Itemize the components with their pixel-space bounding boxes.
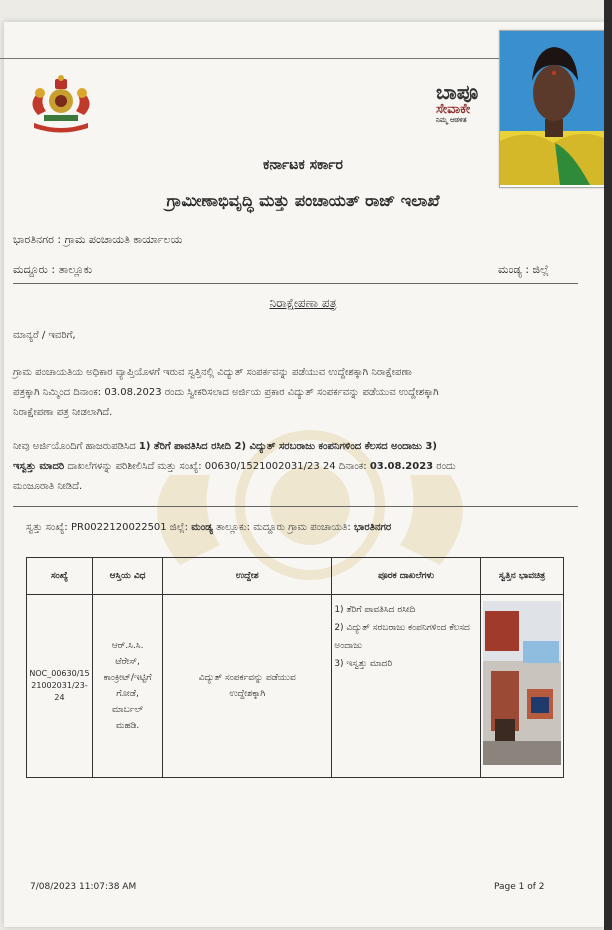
divider [13, 506, 578, 507]
government-title: ಕರ್ನಾಟಕ ಸರ್ಕಾರ [263, 157, 343, 173]
property-photo [483, 601, 561, 765]
para2-text-c: ರಂದು [436, 461, 456, 472]
type-line: ಕಾಂಕ್ರೀಟ್/ಇಟ್ಟಿಗೆ [103, 673, 152, 683]
supporting-docs-cell [332, 595, 481, 778]
department-title: ಗ್ರಾಮೀಣಾಭಿವೃದ್ಧಿ ಮತ್ತು ಪಂಚಾಯತ್ ರಾಜ್ ಇಲಾಖೆ [166, 191, 440, 210]
property-gp: ಭಾರತಿನಗರ [353, 522, 392, 533]
table-row [27, 595, 564, 778]
brand-line-1: ಬಾಪೂ [436, 80, 479, 104]
purpose-text: ವಿದ್ಯುತ್ ಸಂಪರ್ಕವನ್ನು ಪಡೆಯುವ ಉದ್ದೇಶಕ್ಕಾಗಿ [198, 673, 296, 699]
para2-number: 00630/1521002031/23 24 [204, 461, 336, 472]
paragraph-1 [13, 363, 573, 423]
col-docs-header: ಪೂರಕ ದಾಖಲೆಗಳು [332, 558, 481, 595]
property-photo-cell [481, 595, 564, 778]
para2-date-label: ದಿನಾಂಕ: [338, 461, 367, 472]
subject-text: ನಿರಾಕ್ಷೇಪಣಾ ಪತ್ರ [269, 296, 337, 310]
scan-edge [604, 0, 612, 930]
para2-text-b: ದಾಖಲೆಗಳನ್ನು ಪರಿಶೀಲಿಸಿದೆ ಮತ್ತು ಸಂಖ್ಯೆ: [67, 461, 202, 472]
property-type-cell [92, 595, 162, 778]
paragraph-2-line-1 [13, 437, 573, 457]
brand-logo-text [436, 82, 478, 124]
type-line: ಗೋಡೆ, [116, 689, 139, 699]
type-line: ಆರ್.ಸಿ.ಸಿ. [111, 641, 144, 651]
office-line: ಭಾರತಿನಗರ : ಗ್ರಾಮ ಪಂಚಾಯತಿ ಕಾರ್ಯಾಲಯ [13, 233, 183, 246]
para2-text-a: ನೀವು ಅರ್ಜಿಯೊಂದಿಗೆ ಹಾಜರುಪಡಿಸಿದ [13, 441, 136, 452]
property-id: PR0022120022501 [70, 522, 167, 533]
doc-item: 1) ತೆರಿಗೆ ಪಾವತಿಸಿದ ರಸೀದಿ [334, 605, 416, 615]
paragraph-1-line-3: ನಿರಾಕ್ಷೇಪಣಾ ಪತ್ರ ನೀಡಲಾಗಿದೆ. [13, 407, 113, 418]
col-photo-header: ಸ್ವತ್ತಿನ ಭಾವಚಿತ್ರ [481, 558, 564, 595]
salutation: ಮಾನ್ಯರೆ / ಇವರಿಗೆ, [13, 330, 76, 341]
district-line: ಮಂಡ್ಯ : ಜಿಲ್ಲೆ [498, 263, 549, 276]
print-timestamp: 7/08/2023 11:07:38 AM [30, 882, 137, 892]
col-number-header: ಸಂಖ್ಯೆ [27, 558, 93, 595]
taluk-line: ಮದ್ದೂರು : ತಾಲ್ಲೂಕು [13, 263, 93, 276]
purpose-cell [163, 595, 332, 778]
type-line: ಮಾರ್ಬಲ್ [111, 705, 144, 715]
noc-table [26, 557, 564, 778]
type-line: ಟೆರೇಸ್, [115, 657, 140, 667]
paragraph-2-line-2 [13, 457, 573, 477]
paragraph-1-line-1: ಗ್ರಾಮ ಪಂಚಾಯತಿಯ ಅಧಿಕಾರ ವ್ಯಾಪ್ತಿಯೊಳಗೆ ಇರುವ ಸ್ವತ್ತಿನಲ್ಲಿ ವಿದ್ಯುತ್ ಸಂಪರ್ಕವನ್ನು ಪಡೆಯುವ ಉದ್ದೇಶಕ್ಕಾಗಿ ನಿರಾಕ್ಷೇಪಣಾ [13, 367, 412, 378]
col-purpose-header: ಉದ್ದೇಶ [163, 558, 332, 595]
divider [13, 283, 578, 284]
noc-number-cell: NOC_00630/1521002031/23-24 [27, 595, 93, 778]
page-number: Page 1 of 2 [494, 882, 545, 892]
table-header-row [27, 558, 564, 595]
brand-line-3: ನಿಮ್ಮ ಆಡಳಿತ [436, 115, 467, 124]
government-emblem-icon [26, 73, 96, 135]
paragraph-1-line-2: ಪತ್ರಕ್ಕಾಗಿ ನಿಮ್ಮಿಂದ ದಿನಾಂಕ: 03.08.2023 ರಂದು ಸ್ವೀಕರಿಸಲಾದ ಅರ್ಜಿಯ ಪ್ರಕಾರ ವಿದ್ಯುತ್ ಸಂಪರ್ಕವನ್ನು ಪಡೆಯುವ ಉದ್ದೇಶಕ್ಕಾಗಿ [13, 387, 439, 398]
para2-docs-list: 1) ತೆರಿಗೆ ಪಾವತಿಸಿದ ರಸೀದಿ 2) ವಿದ್ಯುತ್ ಸರಬರಾಜು ಕಂಪನಿಗಳಿಂದ ಕೆಲಸದ ಅಂದಾಜು 3) [138, 441, 437, 452]
property-taluk-gp: ತಾಲ್ಲೂಕು: ಮದ್ದೂರು ಗ್ರಾಮ ಪಂಚಾಯತಿ: [216, 522, 351, 533]
paragraph-2 [13, 437, 573, 497]
doc-item: 3) ಇಸ್ವತ್ತು ಮಾದರಿ [334, 659, 393, 669]
property-line [26, 518, 586, 538]
subject-heading [0, 296, 606, 311]
property-district: ಮಂಡ್ಯ [191, 522, 213, 533]
para2-eproperty: ಇಸ್ವತ್ತು ಮಾದರಿ [13, 461, 65, 472]
brand-line-2: ಸೇವಾಕೇ [436, 102, 471, 117]
type-line: ಮಹಡಿ. [115, 721, 140, 731]
col-type-header: ಆಸ್ತಿಯ ವಿಧ [92, 558, 162, 595]
property-district-label: ಜಿಲ್ಲೆ: [169, 522, 189, 533]
property-prefix: ಸ್ವತ್ತು ಸಂಖ್ಯೆ: [26, 522, 68, 533]
para2-date: 03.08.2023 [369, 461, 434, 472]
doc-item: 2) ವಿದ್ಯುತ್ ಸರಬರಾಜು ಕಂಪನಿಗಳಿಂದ ಕೆಲಸದ ಅಂದಾಜು [334, 623, 470, 651]
paragraph-2-line-3: ಮಂಜೂರಾತಿ ನೀಡಿದೆ. [13, 481, 83, 492]
